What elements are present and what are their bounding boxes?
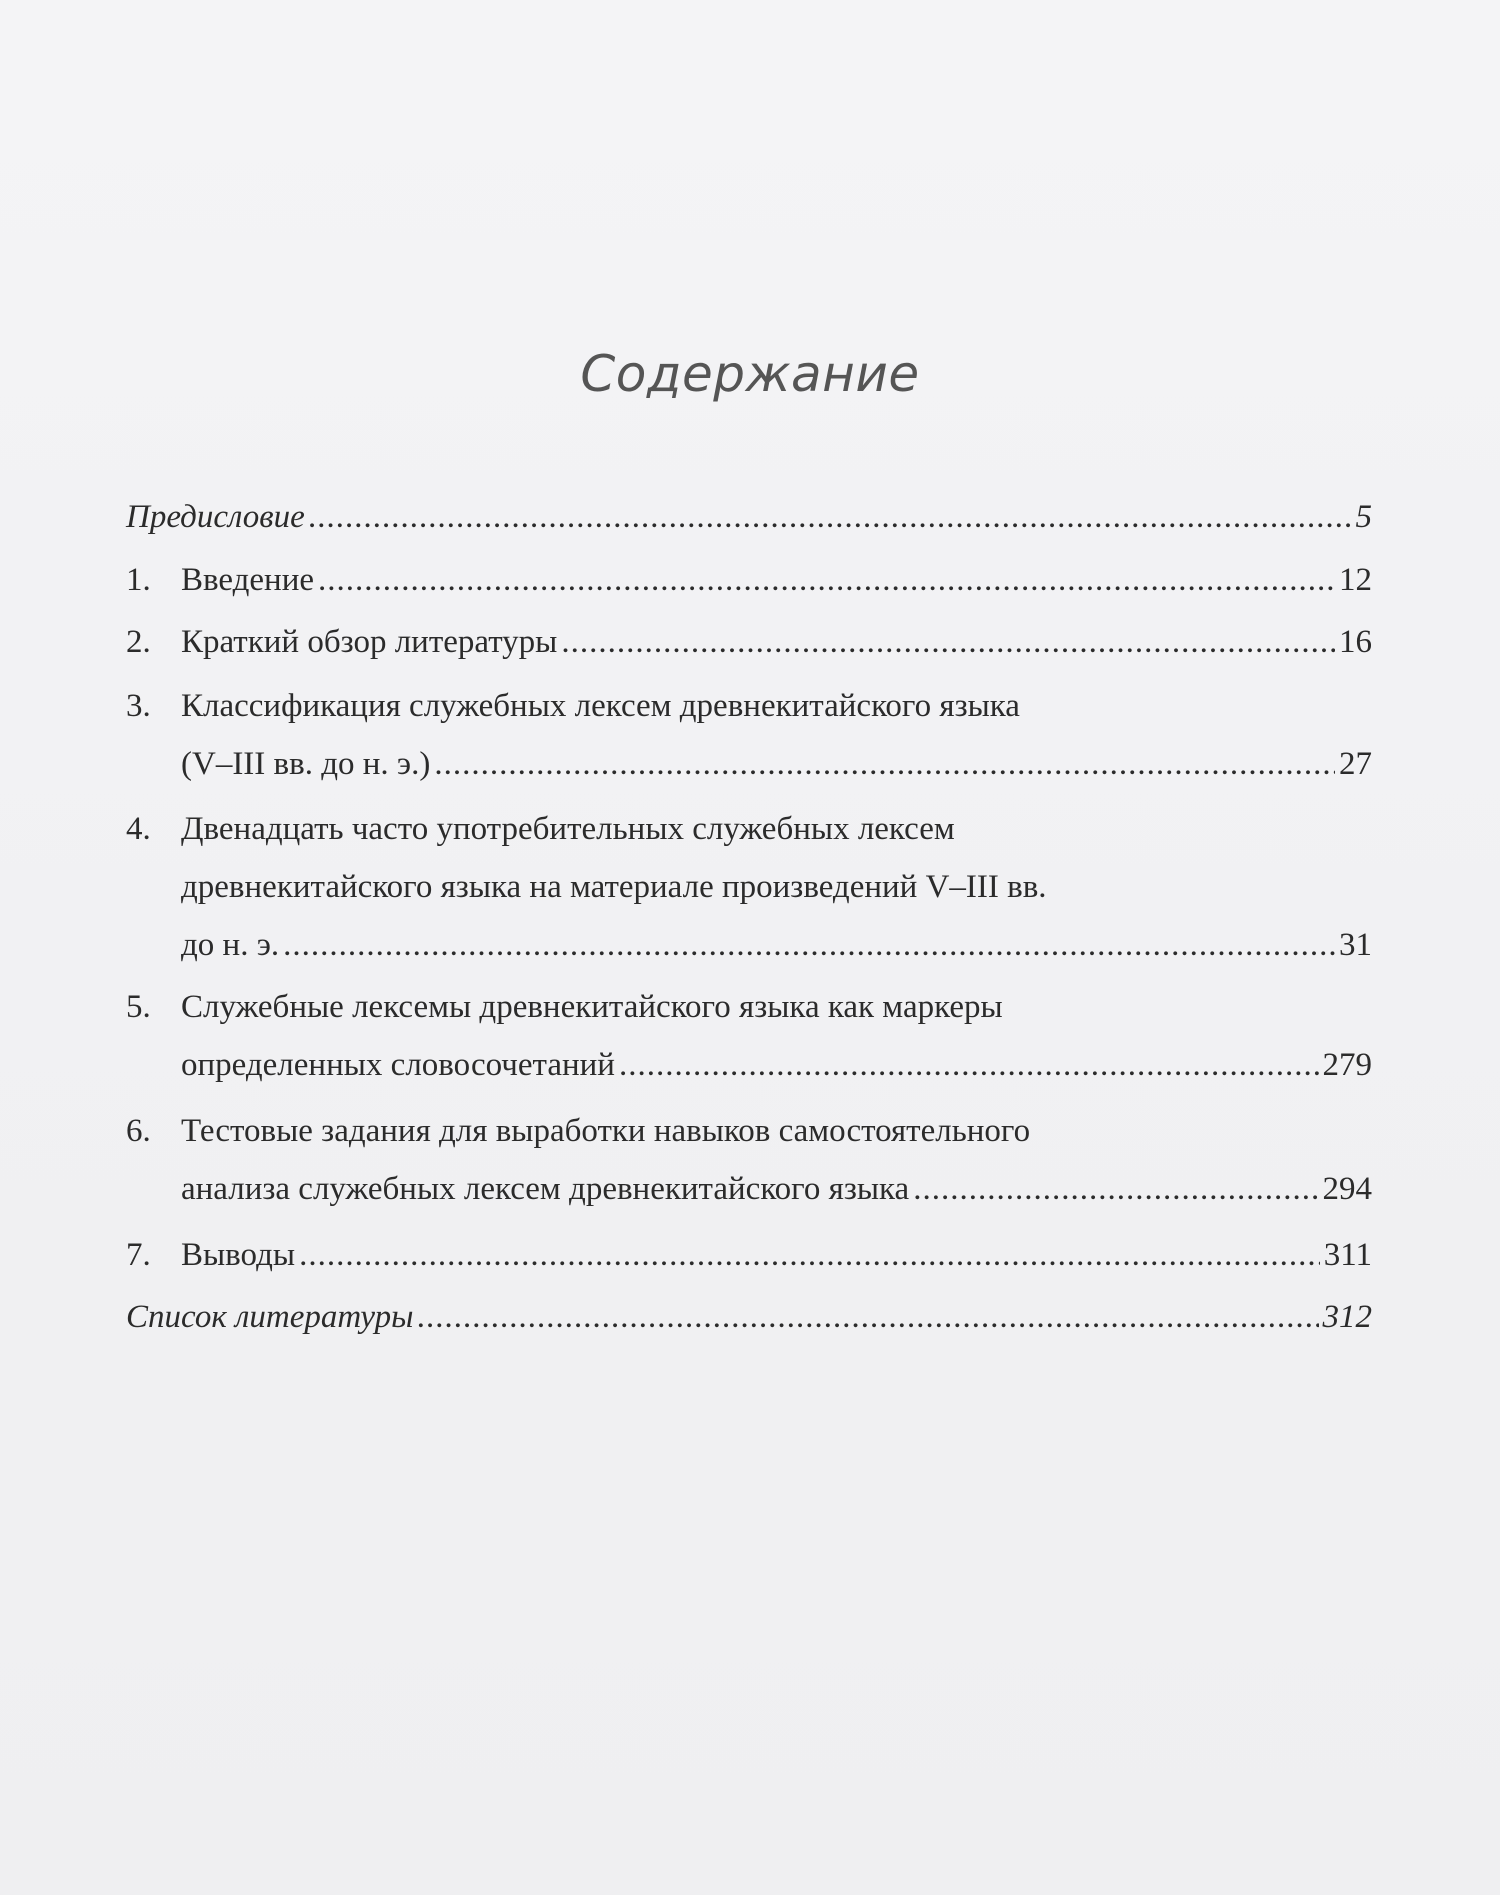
toc-page-number: 312	[1322, 1299, 1372, 1335]
toc-entry-title: Краткий обзор литературы	[181, 624, 558, 660]
toc-entry-title-line: (V–III вв. до н. э.)	[181, 746, 431, 782]
toc-entry-title-line: определенных словосочетаний	[181, 1047, 615, 1083]
toc-entry-number: 6.	[126, 1113, 151, 1149]
toc-entry-number: 4.	[126, 811, 151, 847]
toc-entry-title-line: Тестовые задания для выработки навыков самостоятельного	[181, 1113, 1031, 1149]
leader-dots	[299, 1226, 1320, 1284]
toc-page-number: 279	[1322, 1047, 1372, 1083]
toc-entry-number: 5.	[126, 989, 151, 1025]
toc-entry-title-line: анализа служебных лексем древнекитайского языка	[181, 1171, 910, 1207]
leader-dots	[309, 488, 1352, 546]
leader-dots	[318, 551, 1335, 609]
toc-entry-title: Выводы	[181, 1237, 296, 1273]
toc-page-number: 5	[1355, 499, 1372, 535]
leader-dots	[561, 613, 1335, 671]
toc-entry-number: 2.	[126, 624, 151, 660]
toc-page-number: 16	[1339, 624, 1372, 660]
toc-entry-title-line: Классификация служебных лексем древнекитайского языка	[181, 688, 1020, 724]
toc-entry-title-line: Служебные лексемы древнекитайского языка как маркеры	[181, 989, 1003, 1025]
toc-entry-number: 1.	[126, 562, 151, 598]
toc-entry-title-line: Двенадцать часто употребительных служебных лексем	[181, 811, 955, 847]
toc-entry-title: Введение	[181, 562, 315, 598]
page-title: Содержание	[580, 345, 920, 403]
leader-dots	[619, 1036, 1319, 1094]
toc-entry-title: Список литературы	[126, 1299, 414, 1335]
toc-page-number: 12	[1339, 562, 1372, 598]
toc-page-number: 27	[1339, 746, 1372, 782]
leader-dots	[283, 916, 1335, 974]
leader-dots	[417, 1288, 1318, 1346]
toc-page-number: 311	[1323, 1237, 1372, 1273]
toc-entry-number: 7.	[126, 1237, 151, 1273]
leader-dots	[434, 735, 1335, 793]
toc-entry-title-line: древнекитайского языка на материале произведений V–III вв.	[181, 869, 1047, 905]
toc-entry-title: Предисловие	[126, 499, 305, 535]
leader-dots	[913, 1160, 1318, 1218]
toc-entry-number: 3.	[126, 688, 151, 724]
toc-page-number: 294	[1322, 1171, 1372, 1207]
toc-entry-title-line: до н. э.	[181, 927, 280, 963]
toc-page-number: 31	[1339, 927, 1372, 963]
